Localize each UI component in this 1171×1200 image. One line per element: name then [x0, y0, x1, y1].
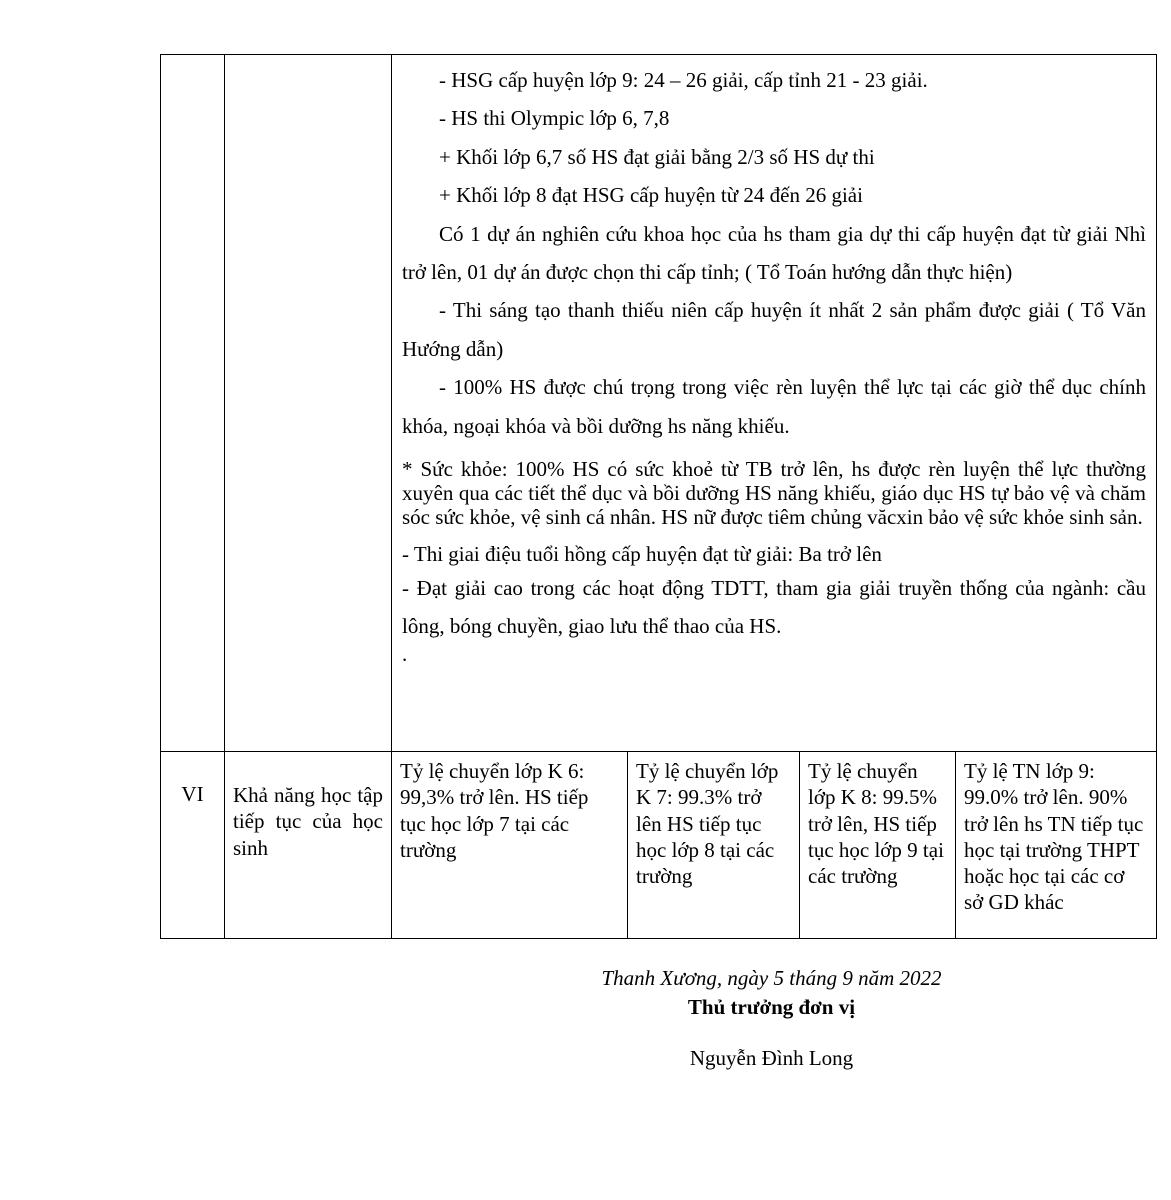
melody-contest-line: - Thi giai điệu tuổi hồng cấp huyện đạt từ giải: Ba trở lên — [402, 542, 882, 567]
signer-title: Thủ trưởng đơn vị — [687, 995, 856, 1019]
research-project-paragraph: Có 1 dự án nghiên cứu khoa học của hs tham gia dự thi cấp huyện đạt từ giải Nhì trở lên, 01 dự án được chọn thi cấp tỉnh; ( Tổ Toán hướng dẫn thực hiện) — [402, 221, 1146, 285]
grade8-target: Tỷ lệ chuyển lớp K 8: 99.5% trở lên, HS tiếp tục học lớp 9 tại các trường — [800, 752, 956, 939]
row-number: VI — [161, 752, 225, 939]
table-row-vi — [161, 752, 1157, 939]
signer-name: Nguyễn Đình Long — [689, 1046, 854, 1070]
physical-training-paragraph: - 100% HS được chú trọng trong việc rèn luyện thể lực tại các giờ thể dục chính khóa, ngoại khóa và bồi dưỡng hs năng khiếu. — [402, 375, 1146, 438]
place-date: Thanh Xương, ngày 5 tháng 9 năm 2022 — [601, 966, 942, 990]
content-cell — [392, 55, 1157, 752]
olympic-grade8-line: + Khối lớp 8 đạt HSG cấp huyện từ 24 đến 26 giải — [439, 183, 863, 208]
grade7-target: Tỷ lệ chuyển lớp K 7: 99.3% trở lên HS tiếp tục học lớp 8 tại các trường — [628, 752, 800, 939]
grade6-target: Tỷ lệ chuyển lớp K 6: 99,3% trở lên. HS tiếp tục học lớp 7 tại các trường — [392, 752, 628, 939]
hsg-grade9-line: - HSG cấp huyện lớp 9: 24 – 26 giải, cấp tỉnh 21 - 23 giải. — [439, 68, 928, 92]
grade9-target: Tỷ lệ TN lớp 9: 99.0% trở lên. 90% trở lên hs TN tiếp tục học tại trường THPT hoặc học tại các cơ sở GD khác — [956, 752, 1157, 939]
criterion-label: Khả năng học tập tiếp tục của học sinh — [225, 752, 392, 939]
sports-paragraph: - Đạt giải cao trong các hoạt động TDTT, tham gia giải truyền thống của ngành: cầu lông, bóng chuyền, giao lưu thể thao của HS. — [402, 576, 1146, 639]
criterion-cell-empty — [225, 55, 392, 752]
olympic-line: - HS thi Olympic lớp 6, 7,8 — [439, 106, 670, 131]
health-paragraph: * Sức khỏe: 100% HS có sức khoẻ từ TB trở lên, hs được rèn luyện thể lực thường xuyên qua các tiết thể dục và bồi dưỡng HS năng khiếu, giáo dục HS tự bảo vệ và chăm sóc sức khỏe, vệ sinh cá nhân. HS nữ được tiêm chủng văcxin bảo vệ sức khỏe sinh sản. — [402, 457, 1146, 530]
trailing-dot: . — [402, 642, 408, 667]
olympic-grade67-line: + Khối lớp 6,7 số HS đạt giải bằng 2/3 số HS dự thi — [439, 144, 875, 169]
criteria-table — [160, 54, 1157, 939]
number-cell-empty — [161, 55, 225, 752]
table-row-continuation — [161, 55, 1157, 752]
youth-creativity-paragraph: - Thi sáng tạo thanh thiếu niên cấp huyện ít nhất 2 sản phẩm được giải ( Tổ Văn Hướng dẫn) — [402, 298, 1146, 361]
